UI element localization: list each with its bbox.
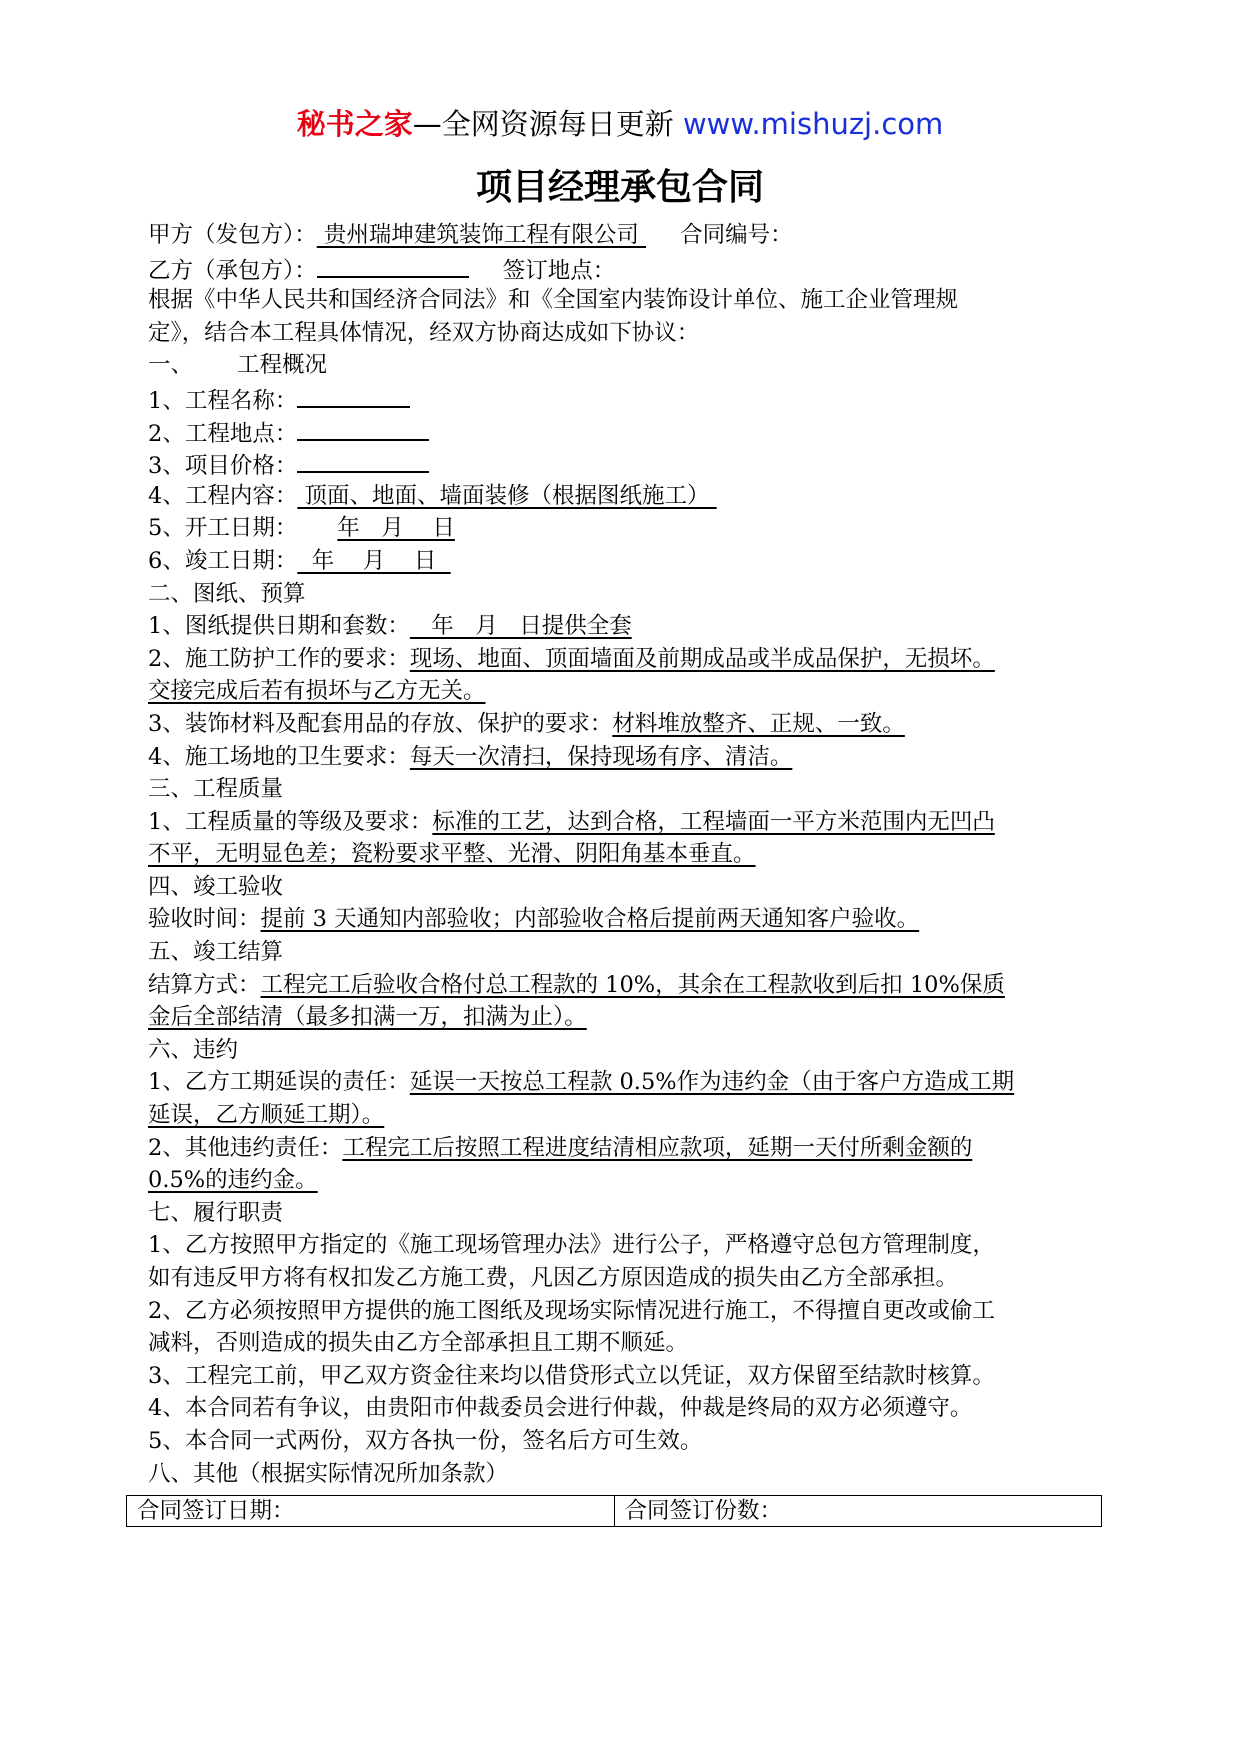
duty-line: 2、乙方必须按照甲方提供的施工图纸及现场实际情况进行施工，不得擅自更改或偷工 [148,1297,995,1324]
banner-brand: 秘书之家 [296,107,413,141]
field-label: 2、施工防护工作的要求： [148,645,410,672]
settlement-line [148,969,1098,1002]
field-label: 5、开工日期： [148,515,298,542]
section-title: 工程概况 [237,352,328,379]
project-name-blank [297,382,410,408]
field-label: 2、工程地点： [148,420,298,447]
sign-date-cell[interactable]: 合同签订日期： [127,1496,615,1527]
field-value: 年 月 日 [337,515,455,542]
section-heading: 三、工程质量 [148,776,284,803]
field-label: 1、工程质量的等级及要求： [148,808,433,835]
section-heading: 二、图纸、预算 [148,580,306,607]
project-site-line [148,415,1098,448]
project-price-line [148,447,1098,480]
field-value: 顶面、地面、墙面装修（根据图纸施工） [297,482,717,509]
contract-no-label: 合同编号： [680,222,793,248]
field-value: 工程完工后按照工程进度结清相应款项，延期一天付所剩金额的 [342,1134,973,1161]
duty-line: 4、本合同若有争议，由贵阳市仲裁委员会进行仲裁，仲裁是终局的双方必须遵守。 [148,1395,973,1422]
field-value: 工程完工后验收合格付总工程款的 10%，其余在工程款收到后扣 10%保质 [260,971,1005,998]
party-b-blank [317,252,469,278]
duty-line: 5、本合同一式两份，双方各执一份，签名后方可生效。 [148,1427,703,1454]
contract-body [148,219,1098,1490]
document-title: 项目经理承包合同 [475,167,764,208]
party-a-label: 甲方（发包方）： [148,222,317,248]
sign-place-label: 签订地点： [502,257,616,284]
section-heading: 七、履行职责 [148,1199,284,1226]
field-value: 提前 3 天通知内部验收；内部验收合格后提前两天通知客户验收。 [260,906,920,933]
project-name-line [148,382,1098,415]
delay-liability-line [148,1066,1098,1099]
field-value: 交接完成后若有损坏与乙方无关。 [148,678,486,705]
field-value: 延误，乙方顺延工期）。 [148,1102,385,1129]
field-value: 标准的工艺，达到合格，工程墙面一平方米范围内无凹凸 [432,808,995,835]
field-label: 验收时间： [148,906,261,933]
protection-line [148,643,1098,676]
section-heading: 八、其他（根据实际情况所加条款） [148,1460,509,1487]
field-value: 0.5%的违约金。 [148,1167,318,1194]
hygiene-line [148,741,1098,774]
party-a-line [148,219,1098,252]
duty-line: 如有违反甲方将有权扣发乙方施工费，凡因乙方原因造成的损失由乙方全部承担。 [148,1265,959,1291]
section-heading: 五、竣工结算 [148,939,284,966]
field-label: 3、项目价格： [148,453,298,480]
project-content-line [148,480,1098,513]
intro-line: 根据《中华人民共和国经济合同法》和《全国室内装饰设计单位、施工企业管理规 [148,287,959,314]
field-value: 金后全部结清（最多扣满一万，扣满为止）。 [148,1004,587,1031]
section-heading: 四、竣工验收 [148,873,284,900]
field-value: 不平，无明显色差；瓷粉要求平整、光滑、阴阳角基本垂直。 [148,841,756,868]
duty-line: 减料，否则造成的损失由乙方全部承担且工期不顺延。 [148,1330,689,1357]
start-date-line [148,512,1098,545]
settlement-line-cont [148,1001,1098,1034]
field-value: 现场、地面、顶面墙面及前期成品或半成品保护，无损坏。 [409,645,995,672]
other-liability-line-cont [148,1164,1098,1197]
field-value: 年 月 日 [297,547,451,574]
field-value: 材料堆放整齐、正规、一致。 [612,710,905,737]
sign-copies-cell[interactable]: 合同签订份数： [614,1496,1102,1527]
acceptance-line [148,903,1098,936]
signing-table [126,1495,1102,1527]
field-value: 年 月 日提供全套 [409,613,632,640]
banner-tagline: —全网资源每日更新 [412,107,674,141]
materials-line [148,708,1098,741]
table-row [127,1496,1102,1527]
end-date-line [148,545,1098,578]
project-price-blank [297,447,429,473]
field-label: 结算方式： [148,971,261,998]
field-label: 1、工程名称： [148,387,298,414]
field-value: 每天一次清扫，保持现场有序、清洁。 [409,743,793,770]
project-site-blank [297,415,429,441]
intro-line: 定》，结合本工程具体情况，经双方协商达成如下协议： [148,319,700,346]
field-label: 4、施工场地的卫生要求： [148,743,410,770]
party-b-line [148,252,1098,285]
quality-line-cont [148,838,1098,871]
duty-line: 1、乙方按照甲方指定的《施工现场管理办法》进行公子，严格遵守总包方管理制度， [148,1232,995,1259]
party-a-value: 贵州瑞坤建筑装饰工程有限公司 [316,222,647,248]
field-label: 2、其他违约责任： [148,1134,343,1161]
section-heading [148,349,1098,382]
field-value: 延误一天按总工程款 0.5%作为违约金（由于客户方造成工期 [409,1069,1015,1096]
other-liability-line [148,1132,1098,1165]
section-heading: 六、违约 [148,1036,239,1063]
drawings-date-line [148,610,1098,643]
banner-url-link[interactable]: www.mishuzj.com [682,107,944,141]
site-banner [0,102,1240,146]
field-label: 1、乙方工期延误的责任： [148,1069,410,1096]
delay-liability-line-cont [148,1099,1098,1132]
protection-line-cont [148,675,1098,708]
quality-line [148,806,1098,839]
field-label: 1、图纸提供日期和套数： [148,613,410,640]
duty-line: 3、工程完工前，甲乙双方资金往来均以借贷形式立以凭证，双方保留至结款时核算。 [148,1362,995,1389]
section-number: 一、 [148,352,194,379]
field-label: 4、工程内容： [148,482,298,509]
field-label: 3、装饰材料及配套用品的存放、保护的要求： [148,710,613,737]
field-label: 6、竣工日期： [148,547,298,574]
party-b-label: 乙方（承包方）： [148,257,317,284]
